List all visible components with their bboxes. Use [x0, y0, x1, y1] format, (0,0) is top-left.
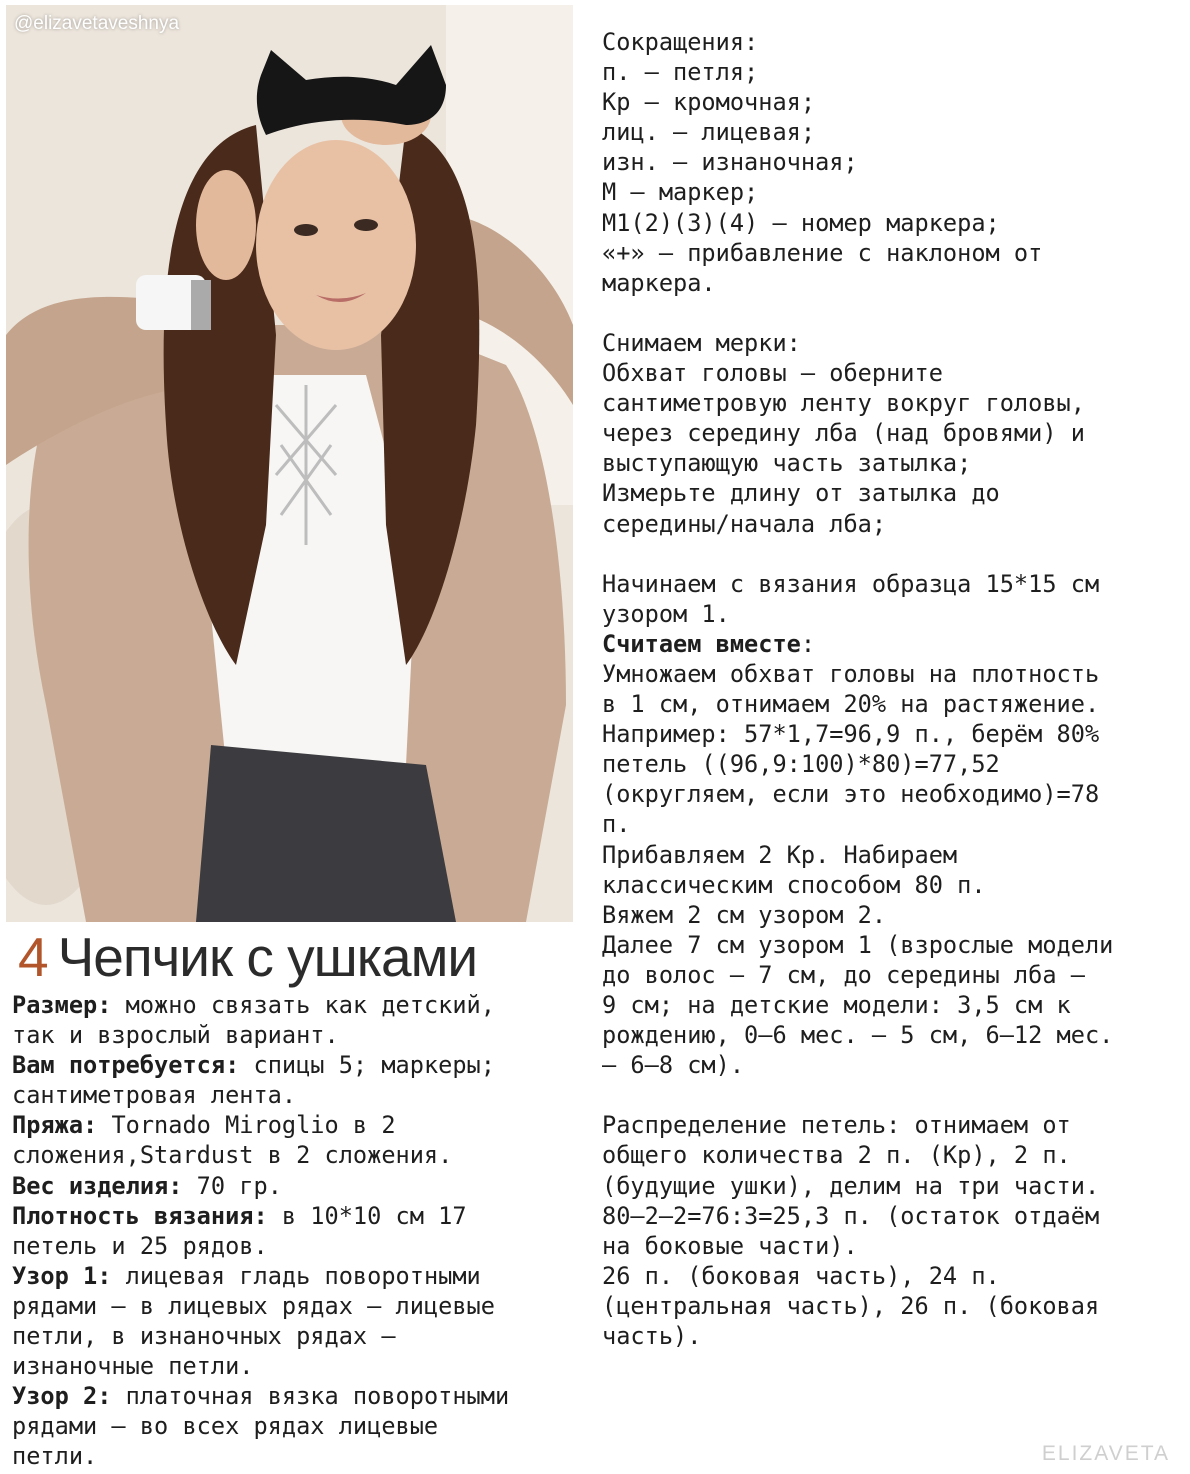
weight-line: Вес изделия: 70 гр. [12, 1171, 282, 1200]
model-illustration [6, 5, 573, 922]
pattern-number: 4 [18, 926, 48, 988]
text-line: п. [602, 810, 631, 839]
pattern1-line-3: петли, в изнаночных рядах – [12, 1322, 396, 1351]
text-line: Распределение петель: отнимаем от [602, 1111, 1071, 1140]
pattern1-line-2: рядами – в лицевых рядах – лицевые [12, 1291, 495, 1320]
text-line: Измерьте длину от затылка до [602, 479, 1000, 508]
page-title [18, 922, 477, 992]
pattern1-line: Узор 1: лицевая гладь поворотными [12, 1261, 481, 1290]
text-line: Сокращения: [602, 28, 759, 56]
text-line: 80–2–2=76:3=25,3 п. (остаток отдаём [602, 1201, 1100, 1230]
text-line: Кр – кромочная; [602, 88, 816, 117]
materials-section [12, 990, 582, 1472]
density-line-2: петель и 25 рядов. [12, 1231, 268, 1260]
text-line: Вяжем 2 см узором 2. [602, 900, 887, 929]
text-line: М – маркер; [602, 178, 759, 207]
text-line: Снимаем мерки: [602, 328, 801, 357]
text-line: 9 см; на детские модели: 3,5 см к [602, 991, 1071, 1019]
yarn-line: Пряжа: Tornado Miroglio в 2 [12, 1111, 396, 1140]
spacer [602, 298, 1182, 328]
text-line: на боковые части). [602, 1231, 858, 1260]
text-line: Прибавляем 2 Кр. Набираем [602, 840, 958, 869]
text-line: Умножаем обхват головы на плотность [602, 659, 1100, 688]
text-line: петель ((96,9:100)*80)=77,52 [602, 750, 1000, 779]
pattern2-line-3: петли. [12, 1442, 98, 1471]
author-handle: @elizavetaveshnya [14, 13, 180, 34]
text-line: Например: 57*1,7=96,9 п., берём 80% [602, 720, 1100, 749]
text-line: в 1 см, отнимаем 20% на растяжение. [602, 690, 1100, 719]
text-line: маркера. [602, 268, 716, 297]
text-line: изн. – изнаночная; [602, 148, 858, 177]
calc-heading: Считаем вместе: [602, 629, 816, 658]
text-line: (будущие ушки), делим на три части. [602, 1171, 1100, 1200]
text-line: – 6–8 см). [602, 1051, 745, 1080]
pattern2-line-2: рядами – во всех рядах лицевые [12, 1412, 439, 1441]
text-line: лиц. – лицевая; [602, 118, 816, 147]
model-photo [6, 5, 573, 922]
pattern2-line: Узор 2: платочная вязка поворотными [12, 1382, 510, 1411]
text-line: сантиметровую ленту вокруг головы, [602, 389, 1085, 418]
text-line: классическим способом 80 п. [602, 870, 986, 899]
text-line: выступающую часть затылка; [602, 449, 972, 478]
pattern-title: Чепчик с ушками [57, 926, 478, 988]
text-line: рождению, 0–6 мес. – 5 см, 6–12 мес. [602, 1021, 1114, 1050]
text-line: Начинаем с вязания образца 15*15 см [602, 569, 1100, 598]
text-line: до волос – 7 см, до середины лба – [602, 960, 1085, 989]
text-line: Далее 7 см узором 1 (взрослые модели [602, 930, 1114, 959]
text-line: М1(2)(3)(4) – номер маркера; [602, 208, 1000, 237]
text-line: п. – петля; [602, 58, 759, 87]
density-line: Плотность вязания: в 10*10 см 17 [12, 1201, 467, 1230]
spacer [602, 539, 1182, 569]
text-line: узором 1. [602, 599, 730, 628]
pattern1-line-4: изнаночные петли. [12, 1352, 254, 1381]
spacer [602, 1080, 1182, 1110]
text-line: общего количества 2 п. (Кр), 2 п. [602, 1141, 1071, 1170]
size-line-2: так и взрослый вариант. [12, 1021, 339, 1050]
text-line: середины/начала лба; [602, 509, 887, 538]
brand-watermark: ELIZAVETA [1041, 1442, 1170, 1465]
yarn-line-2: сложения,Stardust в 2 сложения. [12, 1141, 453, 1170]
text-line: «+» – прибавление с наклоном от [602, 238, 1043, 267]
size-line: Размер: можно связать как детский, [12, 991, 495, 1019]
needs-line-2: сантиметровая лента. [12, 1081, 297, 1110]
text-line: через середину лба (над бровями) и [602, 419, 1085, 448]
instructions-section [602, 27, 1182, 1351]
text-line: 26 п. (боковая часть), 24 п. [602, 1261, 1000, 1290]
text-line: (центральная часть), 26 п. (боковая [602, 1291, 1100, 1320]
text-line: (округляем, если это необходимо)=78 [602, 780, 1100, 809]
text-line: часть). [602, 1322, 702, 1351]
needs-line: Вам потребуется: спицы 5; маркеры; [12, 1051, 495, 1080]
text-line: Обхват головы – оберните [602, 359, 943, 388]
